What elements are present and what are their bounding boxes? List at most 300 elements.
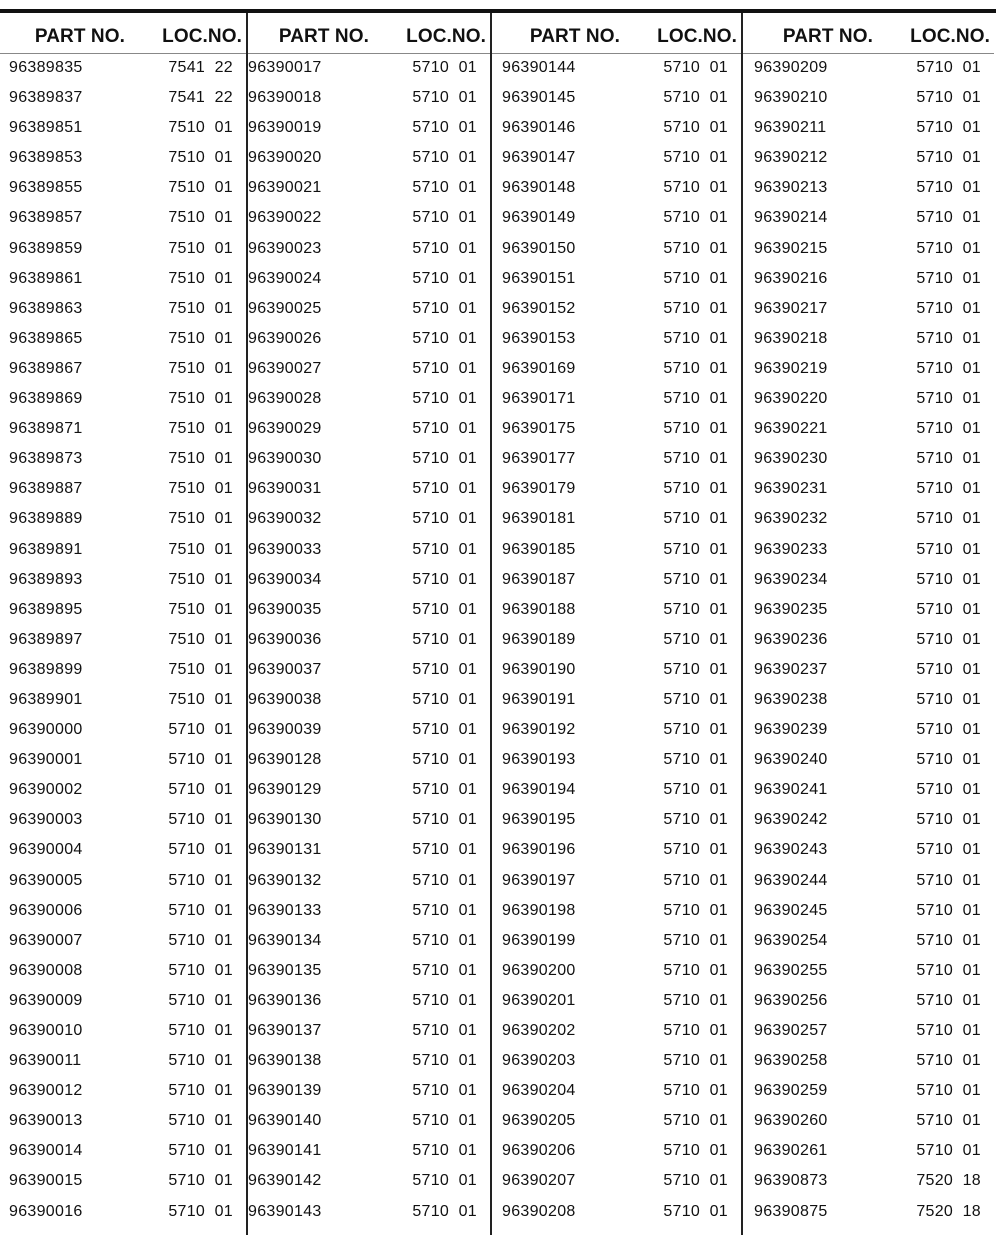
part-number: 96389867 <box>9 359 83 377</box>
location-number: 7510 01 <box>168 149 233 167</box>
location-number: 5710 01 <box>663 1202 728 1220</box>
table-row <box>492 1016 741 1046</box>
table-row <box>743 354 994 384</box>
location-number: 5710 01 <box>412 390 477 408</box>
location-number: 5710 01 <box>663 961 728 979</box>
table-row <box>0 354 246 384</box>
location-number: 5710 01 <box>916 540 981 558</box>
location-number: 5710 01 <box>663 1142 728 1160</box>
table-row <box>248 1106 490 1136</box>
table-row <box>743 715 994 745</box>
part-number: 96390235 <box>754 600 828 618</box>
part-number: 96390212 <box>754 149 828 167</box>
part-number: 96390011 <box>9 1052 82 1070</box>
location-number: 7510 01 <box>168 390 233 408</box>
location-number: 7541 22 <box>168 59 233 76</box>
location-number: 7510 01 <box>168 329 233 347</box>
part-number: 96390032 <box>248 510 322 528</box>
part-number: 96390001 <box>9 751 83 769</box>
table-row <box>248 203 490 233</box>
table-row <box>743 805 994 835</box>
table-row <box>248 535 490 565</box>
table-row <box>743 173 994 203</box>
table-row <box>0 264 246 294</box>
part-number: 96390035 <box>248 600 322 618</box>
location-number: 5710 01 <box>412 329 477 347</box>
part-number: 96390135 <box>248 961 322 979</box>
table-row <box>0 866 246 896</box>
table-row <box>492 414 741 444</box>
location-number: 5710 01 <box>663 1082 728 1100</box>
table-row <box>0 444 246 474</box>
part-number: 96390208 <box>502 1202 576 1220</box>
location-number: 5710 01 <box>916 811 981 829</box>
table-row <box>492 504 741 534</box>
part-number: 96390140 <box>248 1112 322 1130</box>
table-row <box>492 1046 741 1076</box>
location-number: 5710 01 <box>412 781 477 799</box>
table-row <box>492 835 741 865</box>
part-number: 96389897 <box>9 630 83 648</box>
part-number: 96390242 <box>754 811 828 829</box>
part-number: 96390221 <box>754 420 828 438</box>
table-row <box>743 264 994 294</box>
part-number: 96390132 <box>248 871 322 889</box>
location-number: 5710 01 <box>916 841 981 859</box>
table-row <box>248 444 490 474</box>
location-number: 5710 01 <box>412 660 477 678</box>
part-number: 96390014 <box>9 1142 83 1160</box>
table-row <box>492 805 741 835</box>
table-row <box>0 234 246 264</box>
part-number: 96390175 <box>502 420 576 438</box>
location-number: 5710 01 <box>916 59 981 76</box>
location-number: 5710 01 <box>916 931 981 949</box>
location-number: 7510 01 <box>168 119 233 137</box>
location-number: 5710 01 <box>663 59 728 76</box>
part-number: 96390214 <box>754 209 828 227</box>
part-number: 96389835 <box>9 59 83 76</box>
table-row <box>743 113 994 143</box>
table-row <box>743 565 994 595</box>
part-number: 96390191 <box>502 690 576 708</box>
location-number: 5710 01 <box>916 1082 981 1100</box>
part-number: 96390013 <box>9 1112 83 1130</box>
location-number: 5710 01 <box>412 149 477 167</box>
part-number: 96390204 <box>502 1082 576 1100</box>
table-row <box>248 324 490 354</box>
location-number: 5710 01 <box>663 540 728 558</box>
part-number: 96390233 <box>754 540 828 558</box>
location-number: 5710 01 <box>663 510 728 528</box>
table-row <box>492 986 741 1016</box>
part-number: 96390021 <box>248 179 322 197</box>
table-row <box>492 294 741 324</box>
location-number: 5710 01 <box>168 1082 233 1100</box>
location-number: 5710 01 <box>412 961 477 979</box>
location-number: 5710 01 <box>916 420 981 438</box>
location-number: 5710 01 <box>412 450 477 468</box>
part-number: 96390193 <box>502 751 576 769</box>
table-row <box>248 655 490 685</box>
part-number: 96390237 <box>754 660 828 678</box>
location-number: 7510 01 <box>168 630 233 648</box>
part-number: 96390036 <box>248 630 322 648</box>
part-number: 96390188 <box>502 600 576 618</box>
location-number: 5710 01 <box>663 1052 728 1070</box>
table-row <box>0 986 246 1016</box>
table-row <box>743 53 994 83</box>
part-number: 96390012 <box>9 1082 83 1100</box>
location-number: 5710 01 <box>663 721 728 739</box>
part-number: 96390192 <box>502 721 576 739</box>
location-number: 5710 01 <box>168 1052 233 1070</box>
table-row <box>743 203 994 233</box>
part-number: 96390004 <box>9 841 83 859</box>
part-number: 96390000 <box>9 721 83 739</box>
column-header <box>248 13 490 53</box>
part-number: 96390218 <box>754 329 828 347</box>
loc-no-header: LOC.NO. <box>406 26 486 47</box>
part-number: 96390027 <box>248 359 322 377</box>
part-number: 96390194 <box>502 781 576 799</box>
part-number: 96390038 <box>248 690 322 708</box>
part-number: 96390200 <box>502 961 576 979</box>
location-number: 5710 01 <box>412 480 477 498</box>
table-row <box>248 986 490 1016</box>
table-row <box>0 535 246 565</box>
location-number: 5710 01 <box>412 1022 477 1039</box>
location-number: 7520 18 <box>916 1172 981 1190</box>
part-number: 96390236 <box>754 630 828 648</box>
table-row <box>248 1197 490 1227</box>
table-row <box>0 504 246 534</box>
location-number: 5710 01 <box>916 901 981 919</box>
part-number: 96390245 <box>754 901 828 919</box>
table-row <box>0 1046 246 1076</box>
table-row <box>0 655 246 685</box>
location-number: 5710 01 <box>916 390 981 408</box>
part-number: 96390147 <box>502 149 576 167</box>
location-number: 7510 01 <box>168 450 233 468</box>
table-row <box>492 474 741 504</box>
loc-no-header: LOC.NO. <box>657 26 737 47</box>
location-number: 5710 01 <box>412 239 477 257</box>
table-row <box>248 414 490 444</box>
part-no-header: PART NO. <box>34 26 125 47</box>
table-row <box>0 805 246 835</box>
table-row <box>0 1106 246 1136</box>
part-number: 96390211 <box>754 119 827 137</box>
part-number: 96390169 <box>502 359 576 377</box>
part-number: 96390039 <box>248 721 322 739</box>
location-number: 5710 01 <box>168 1172 233 1190</box>
part-number: 96390197 <box>502 871 576 889</box>
location-number: 7510 01 <box>168 510 233 528</box>
table-row <box>0 143 246 173</box>
table-row <box>0 53 246 83</box>
location-number: 5710 01 <box>412 359 477 377</box>
table-row <box>492 866 741 896</box>
part-number: 96390260 <box>754 1112 828 1130</box>
location-number: 5710 01 <box>663 209 728 227</box>
location-number: 5710 01 <box>412 299 477 317</box>
part-number: 96390213 <box>754 179 828 197</box>
location-number: 5710 01 <box>663 871 728 889</box>
table-row <box>0 1166 246 1196</box>
part-number: 96390138 <box>248 1052 322 1070</box>
table-row <box>492 354 741 384</box>
location-number: 7510 01 <box>168 600 233 618</box>
table-row <box>0 896 246 926</box>
table-row <box>0 414 246 444</box>
table-row <box>248 264 490 294</box>
location-number: 5710 01 <box>412 209 477 227</box>
table-row <box>248 1046 490 1076</box>
location-number: 5710 01 <box>412 89 477 107</box>
column-header <box>743 13 994 53</box>
part-number: 96390232 <box>754 510 828 528</box>
table-row <box>492 203 741 233</box>
part-number: 96389863 <box>9 299 83 317</box>
location-number: 5710 01 <box>663 329 728 347</box>
table-row <box>743 685 994 715</box>
location-number: 5710 01 <box>916 871 981 889</box>
part-number: 96390017 <box>248 59 322 76</box>
part-number: 96390143 <box>248 1202 322 1220</box>
part-number: 96390219 <box>754 359 828 377</box>
location-number: 5710 01 <box>663 1172 728 1190</box>
table-row <box>743 1136 994 1166</box>
part-number: 96389855 <box>9 179 83 197</box>
table-row <box>492 745 741 775</box>
location-number: 5710 01 <box>916 1052 981 1070</box>
part-number: 96390207 <box>502 1172 576 1190</box>
part-number: 96390190 <box>502 660 576 678</box>
table-row <box>0 203 246 233</box>
part-number: 96390149 <box>502 209 576 227</box>
location-number: 7510 01 <box>168 540 233 558</box>
location-number: 7510 01 <box>168 570 233 588</box>
location-number: 5710 01 <box>663 390 728 408</box>
location-number: 5710 01 <box>412 1052 477 1070</box>
location-number: 7510 01 <box>168 480 233 498</box>
part-number: 96390008 <box>9 961 83 979</box>
location-number: 5710 01 <box>412 841 477 859</box>
location-number: 5710 01 <box>412 510 477 528</box>
table-row <box>492 53 741 83</box>
location-number: 7510 01 <box>168 299 233 317</box>
location-number: 5710 01 <box>412 991 477 1009</box>
part-number: 96390238 <box>754 690 828 708</box>
table-row <box>248 53 490 83</box>
location-number: 5710 01 <box>412 1172 477 1190</box>
part-number: 96390152 <box>502 299 576 317</box>
table-row <box>743 775 994 805</box>
column-header <box>492 13 741 53</box>
table-row <box>743 1046 994 1076</box>
table-row <box>492 384 741 414</box>
table-row <box>248 173 490 203</box>
location-number: 5710 01 <box>412 811 477 829</box>
table-row <box>248 625 490 655</box>
part-number: 96389859 <box>9 239 83 257</box>
part-number: 96389887 <box>9 480 83 498</box>
part-number: 96390239 <box>754 721 828 739</box>
location-number: 5710 01 <box>412 901 477 919</box>
location-number: 5710 01 <box>412 1112 477 1130</box>
column-group-2 <box>248 13 490 1227</box>
table-row <box>492 1136 741 1166</box>
table-row <box>492 324 741 354</box>
location-number: 5710 01 <box>412 1202 477 1220</box>
location-number: 5710 01 <box>663 89 728 107</box>
table-row <box>492 896 741 926</box>
part-number: 96390179 <box>502 480 576 498</box>
table-row <box>743 143 994 173</box>
part-number: 96390257 <box>754 1022 828 1039</box>
table-row <box>248 113 490 143</box>
part-number: 96390015 <box>9 1172 83 1190</box>
part-number: 96390148 <box>502 179 576 197</box>
table-row <box>248 1016 490 1046</box>
table-row <box>743 1197 994 1227</box>
table-row <box>492 1106 741 1136</box>
location-number: 5710 01 <box>663 420 728 438</box>
table-row <box>743 1076 994 1106</box>
location-number: 5710 01 <box>168 1202 233 1220</box>
part-number: 96390024 <box>248 269 322 287</box>
part-number: 96390199 <box>502 931 576 949</box>
table-row <box>248 1136 490 1166</box>
part-number: 96389889 <box>9 510 83 528</box>
table-row <box>248 956 490 986</box>
table-row <box>248 565 490 595</box>
location-number: 5710 01 <box>168 781 233 799</box>
part-number: 96390201 <box>502 991 576 1009</box>
part-number: 96390025 <box>248 299 322 317</box>
table-row <box>492 113 741 143</box>
table-row <box>248 866 490 896</box>
location-number: 7541 22 <box>168 89 233 107</box>
part-number: 96390150 <box>502 239 576 257</box>
part-number: 96389891 <box>9 540 83 558</box>
part-number: 96390142 <box>248 1172 322 1190</box>
table-row <box>743 444 994 474</box>
location-number: 5710 01 <box>916 751 981 769</box>
table-row <box>248 1166 490 1196</box>
part-number: 96390243 <box>754 841 828 859</box>
part-number: 96390153 <box>502 329 576 347</box>
table-row <box>492 1197 741 1227</box>
location-number: 7510 01 <box>168 359 233 377</box>
table-row <box>743 504 994 534</box>
location-number: 5710 01 <box>168 1142 233 1160</box>
table-row <box>0 926 246 956</box>
location-number: 5710 01 <box>663 781 728 799</box>
table-row <box>248 234 490 264</box>
part-number: 96389851 <box>9 119 83 137</box>
location-number: 5710 01 <box>916 209 981 227</box>
location-number: 5710 01 <box>412 600 477 618</box>
column-header <box>0 13 246 53</box>
table-row <box>248 745 490 775</box>
location-number: 5710 01 <box>916 269 981 287</box>
table-row <box>0 113 246 143</box>
table-row <box>743 474 994 504</box>
part-number: 96390205 <box>502 1112 576 1130</box>
location-number: 5710 01 <box>916 239 981 257</box>
part-number: 96390144 <box>502 59 576 76</box>
part-number: 96389857 <box>9 209 83 227</box>
location-number: 5710 01 <box>412 119 477 137</box>
table-row <box>743 745 994 775</box>
table-row <box>743 956 994 986</box>
table-row <box>492 83 741 113</box>
location-number: 7510 01 <box>168 660 233 678</box>
part-number: 96390198 <box>502 901 576 919</box>
location-number: 5710 01 <box>663 480 728 498</box>
table-row <box>492 625 741 655</box>
table-row <box>492 173 741 203</box>
part-number: 96390145 <box>502 89 576 107</box>
part-number: 96390181 <box>502 510 576 528</box>
part-number: 96389853 <box>9 149 83 167</box>
table-row <box>492 444 741 474</box>
part-number: 96390020 <box>248 149 322 167</box>
part-number: 96390196 <box>502 841 576 859</box>
part-number: 96390240 <box>754 751 828 769</box>
table-row <box>743 234 994 264</box>
location-number: 5710 01 <box>916 149 981 167</box>
table-row <box>743 1016 994 1046</box>
location-number: 5710 01 <box>916 1022 981 1039</box>
table-row <box>248 354 490 384</box>
location-number: 5710 01 <box>916 510 981 528</box>
part-number: 96390202 <box>502 1022 576 1039</box>
location-number: 5710 01 <box>412 1142 477 1160</box>
part-number: 96390244 <box>754 871 828 889</box>
part-number: 96389837 <box>9 89 83 107</box>
table-row <box>248 504 490 534</box>
part-number: 96390016 <box>9 1202 83 1220</box>
part-number: 96389895 <box>9 600 83 618</box>
location-number: 5710 01 <box>412 540 477 558</box>
part-number: 96390873 <box>754 1172 828 1190</box>
part-number: 96390241 <box>754 781 828 799</box>
table-row <box>743 535 994 565</box>
table-row <box>248 294 490 324</box>
location-number: 5710 01 <box>663 991 728 1009</box>
table-row <box>0 83 246 113</box>
location-number: 5710 01 <box>663 600 728 618</box>
location-number: 5710 01 <box>916 721 981 739</box>
part-number: 96390187 <box>502 570 576 588</box>
location-number: 5710 01 <box>663 811 728 829</box>
location-number: 5710 01 <box>663 149 728 167</box>
part-number: 96390139 <box>248 1082 322 1100</box>
table-row <box>743 866 994 896</box>
loc-no-header: LOC.NO. <box>162 26 242 47</box>
part-number: 96390010 <box>9 1022 83 1039</box>
table-row <box>0 1136 246 1166</box>
location-number: 7520 18 <box>916 1202 981 1220</box>
table-row <box>492 1166 741 1196</box>
table-row <box>492 143 741 173</box>
part-number: 96390230 <box>754 450 828 468</box>
location-number: 5710 01 <box>168 961 233 979</box>
table-row <box>743 655 994 685</box>
